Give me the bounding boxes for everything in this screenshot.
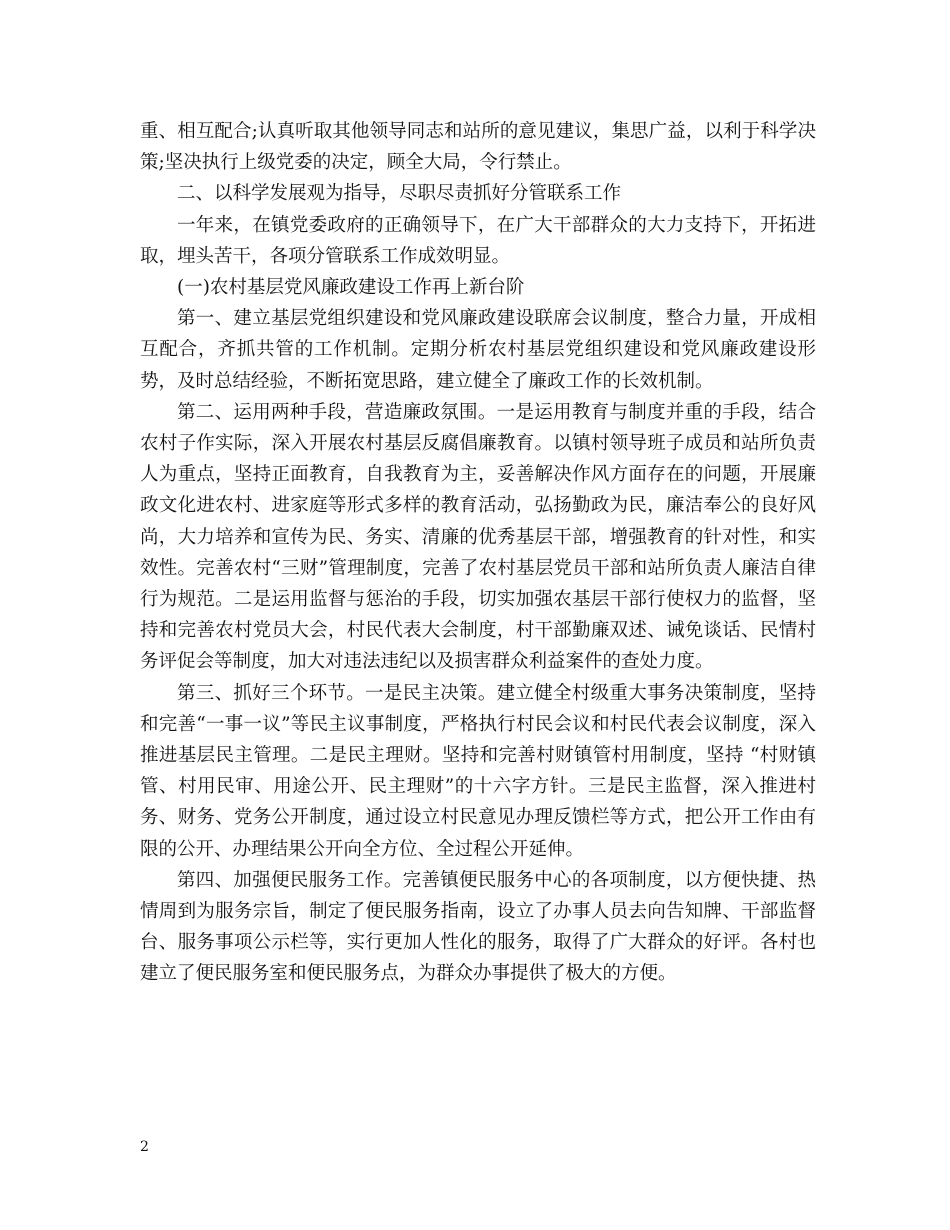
paragraph: 第一、建立基层党组织建设和党风廉政建设联席会议制度，整合力量，开成相互配合，齐抓共管的工作机制。定期分析农村基层党组织建设和党风廉政建设形势，及时总结经验，不断拓宽思路，建立健全了廉政工作的长效机制。 (140, 308, 816, 392)
paragraph: 第四、加强便民服务工作。完善镇便民服务中心的各项制度，以方便快捷、热情周到为服务宗旨，制定了便民服务指南，设立了办事人员去向告知牌、干部监督台、服务事项公示栏等，实行更加人性化的服务，取得了广大群众的好评。各村也建立了便民服务室和便民服务点，为群众办事提供了极大的方便。 (140, 869, 816, 985)
paragraph: 第二、运用两种手段，营造廉政氛围。一是运用教育与制度并重的手段，结合农村子作实际，深入开展农村基层反腐倡廉教育。以镇村领导班子成员和站所负责人为重点，坚持正面教育，自我教育为主，妥善解决作风方面存在的问题，开展廉政文化进农村、进家庭等形式多样的教育活动，弘扬勤政为民，廉洁奉公的良好风尚，大力培养和宣传为民、务实、清廉的优秀基层干部，增强教育的针对性，和实效性。完善农村“三财”管理制度，完善了农村基层党员干部和站所负责人廉洁自律行为规范。二是运用监督与惩治的手段，切实加强农基层干部行使权力的监督，坚持和完善农村党员大会，村民代表大会制度，村干部勤廉双述、诫免谈话、民情村务评促会等制度，加大对违法违纪以及损害群众利益案件的查处力度。 (140, 401, 816, 673)
section-heading: 二、以科学发展观为指导，尽职尽责抓好分管联系工作 (177, 183, 622, 205)
document-body (140, 116, 816, 990)
subsection-heading: (一)农村基层党风廉政建设工作再上新台阶 (177, 277, 525, 299)
page-number: 2 (140, 1139, 149, 1155)
paragraph: 重、相互配合;认真听取其他领导同志和站所的意见建议，集思广益，以利于科学决策;坚决执行上级党委的决定，顾全大局，令行禁止。 (140, 121, 816, 174)
paragraph: 第三、抓好三个环节。一是民主决策。建立健全村级重大事务决策制度，坚持和完善“一事一议”等民主议事制度，严格执行村民会议和村民代表会议制度，深入推进基层民主管理。二是民主理财。坚持和完善村财镇管村用制度，坚持 “村财镇管、村用民审、用途公开、民主理财”的十六字方针。三是民主监督，深入推进村务、财务、党务公开制度，通过设立村民意见办理反馈栏等方式，把公开工作由有限的公开、办理结果公开向全方位、全过程公开延伸。 (140, 682, 816, 860)
paragraph: 一年来，在镇党委政府的正确领导下，在广大干部群众的大力支持下，开拓进取，埋头苦干，各项分管联系工作成效明显。 (140, 214, 816, 267)
